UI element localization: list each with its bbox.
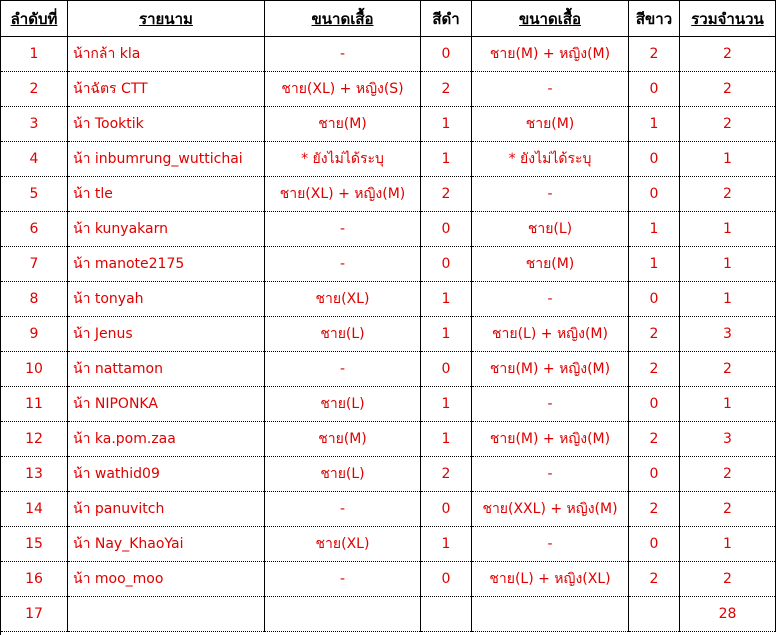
table-row (1, 142, 776, 177)
cell-white-count[interactable]: 2 (629, 422, 680, 457)
cell-black-count[interactable]: 0 (421, 247, 472, 282)
cell-total[interactable]: 2 (680, 37, 776, 72)
cell-total[interactable]: 2 (680, 492, 776, 527)
cell-total[interactable]: 1 (680, 282, 776, 317)
cell-white-count[interactable]: 2 (629, 317, 680, 352)
cell-size-white[interactable]: - (472, 177, 629, 212)
cell-size-white[interactable]: ชาย(L) (472, 212, 629, 247)
cell-size-white[interactable] (472, 597, 629, 632)
cell-black-count[interactable]: 0 (421, 352, 472, 387)
cell-black-count[interactable]: 2 (421, 72, 472, 107)
cell-size-black[interactable] (265, 597, 421, 632)
cell-name[interactable]: น้า ka.pom.zaa (68, 422, 265, 457)
cell-index[interactable]: 13 (1, 457, 68, 492)
cell-size-white[interactable]: ชาย(M) + หญิง(M) (472, 422, 629, 457)
cell-name[interactable]: น้า NIPONKA (68, 387, 265, 422)
cell-size-black[interactable]: ชาย(L) (265, 317, 421, 352)
cell-size-white[interactable]: * ยังไม่ได้ระบุ (472, 142, 629, 177)
cell-name[interactable]: น้า tonyah (68, 282, 265, 317)
cell-size-white[interactable]: - (472, 527, 629, 562)
cell-white-count[interactable]: 1 (629, 107, 680, 142)
cell-name[interactable]: น้าฉัตร CTT (68, 72, 265, 107)
cell-black-count[interactable]: 1 (421, 142, 472, 177)
table-row (1, 72, 776, 107)
cell-size-black[interactable]: - (265, 562, 421, 597)
cell-index[interactable]: 12 (1, 422, 68, 457)
header-size-black[interactable] (265, 1, 421, 37)
grand-total-cell[interactable]: 28 (680, 597, 776, 632)
header-index[interactable] (1, 1, 68, 37)
table-row (1, 387, 776, 422)
table-row (1, 177, 776, 212)
header-black-label: สีดำ (432, 9, 460, 28)
cell-total[interactable]: 2 (680, 352, 776, 387)
header-total[interactable] (680, 1, 776, 37)
cell-index[interactable]: 8 (1, 282, 68, 317)
cell-black-count[interactable]: 0 (421, 212, 472, 247)
cell-name[interactable]: น้ากล้า kla (68, 37, 265, 72)
cell-size-black[interactable]: - (265, 212, 421, 247)
table-row (1, 317, 776, 352)
header-size-white[interactable] (472, 1, 629, 37)
cell-size-white[interactable]: - (472, 282, 629, 317)
header-name-label: รายนาม (139, 9, 193, 28)
cell-index[interactable]: 10 (1, 352, 68, 387)
cell-white-count[interactable]: 0 (629, 457, 680, 492)
cell-size-black[interactable]: ชาย(XL) (265, 527, 421, 562)
cell-size-white[interactable]: - (472, 457, 629, 492)
cell-black-count[interactable]: 1 (421, 527, 472, 562)
header-white[interactable] (629, 1, 680, 37)
cell-size-black[interactable]: ชาย(XL) (265, 282, 421, 317)
cell-white-count[interactable]: 0 (629, 527, 680, 562)
cell-index[interactable]: 17 (1, 597, 68, 632)
table-row (1, 492, 776, 527)
cell-white-count[interactable]: 1 (629, 247, 680, 282)
cell-name[interactable]: น้า panuvitch (68, 492, 265, 527)
cell-size-black[interactable]: ชาย(XL) + หญิง(M) (265, 177, 421, 212)
cell-total[interactable]: 2 (680, 107, 776, 142)
cell-index[interactable]: 11 (1, 387, 68, 422)
cell-total[interactable]: 1 (680, 142, 776, 177)
cell-size-white[interactable]: ชาย(M) (472, 107, 629, 142)
cell-size-black[interactable]: ชาย(XL) + หญิง(S) (265, 72, 421, 107)
cell-index[interactable]: 9 (1, 317, 68, 352)
cell-total[interactable]: 1 (680, 387, 776, 422)
cell-black-count[interactable]: 1 (421, 422, 472, 457)
table-row (1, 107, 776, 142)
cell-size-black[interactable]: - (265, 492, 421, 527)
header-name[interactable] (68, 1, 265, 37)
cell-white-count[interactable]: 0 (629, 282, 680, 317)
cell-black-count[interactable]: 0 (421, 492, 472, 527)
cell-size-black[interactable]: - (265, 37, 421, 72)
table-row (1, 352, 776, 387)
cell-size-white[interactable]: ชาย(L) + หญิง(M) (472, 317, 629, 352)
cell-total[interactable]: 1 (680, 212, 776, 247)
cell-white-count[interactable]: 0 (629, 387, 680, 422)
cell-total[interactable]: 2 (680, 72, 776, 107)
cell-black-count[interactable]: 1 (421, 282, 472, 317)
header-total-label: รวมจำนวน (691, 9, 764, 28)
cell-size-white[interactable]: ชาย(L) + หญิง(XL) (472, 562, 629, 597)
cell-total[interactable]: 2 (680, 457, 776, 492)
cell-black-count[interactable]: 1 (421, 317, 472, 352)
table-row (1, 527, 776, 562)
table-row (1, 37, 776, 72)
cell-name[interactable]: น้า Tooktik (68, 107, 265, 142)
table-row (1, 422, 776, 457)
cell-white-count[interactable]: 2 (629, 492, 680, 527)
cell-total[interactable]: 1 (680, 247, 776, 282)
cell-name[interactable]: น้า manote2175 (68, 247, 265, 282)
cell-index[interactable]: 16 (1, 562, 68, 597)
cell-name[interactable]: น้า inbumrung_wuttichai (68, 142, 265, 177)
cell-total[interactable]: 2 (680, 177, 776, 212)
cell-size-black[interactable]: - (265, 352, 421, 387)
header-row (1, 1, 776, 37)
cell-white-count[interactable]: 0 (629, 142, 680, 177)
cell-size-black[interactable]: ชาย(M) (265, 107, 421, 142)
table-row (1, 457, 776, 492)
cell-white-count[interactable]: 2 (629, 562, 680, 597)
cell-name[interactable] (68, 597, 265, 632)
cell-index[interactable]: 4 (1, 142, 68, 177)
cell-name[interactable]: น้า Jenus (68, 317, 265, 352)
cell-name[interactable]: น้า wathid09 (68, 457, 265, 492)
cell-total[interactable]: 3 (680, 422, 776, 457)
cell-white-count[interactable] (629, 597, 680, 632)
cell-black-count[interactable]: 1 (421, 387, 472, 422)
cell-size-black[interactable]: ชาย(L) (265, 457, 421, 492)
table-row (1, 212, 776, 247)
cell-name[interactable]: น้า nattamon (68, 352, 265, 387)
cell-name[interactable]: น้า Nay_KhaoYai (68, 527, 265, 562)
next-row-edge (0, 631, 775, 635)
cell-index[interactable]: 6 (1, 212, 68, 247)
table-row (1, 562, 776, 597)
cell-size-black[interactable]: ชาย(M) (265, 422, 421, 457)
cell-total[interactable]: 1 (680, 527, 776, 562)
cell-black-count[interactable]: 1 (421, 107, 472, 142)
cell-size-white[interactable]: ชาย(M) (472, 247, 629, 282)
header-white-label: สีขาว (635, 9, 673, 28)
cell-index[interactable]: 2 (1, 72, 68, 107)
cell-black-count[interactable]: 0 (421, 562, 472, 597)
cell-white-count[interactable]: 0 (629, 177, 680, 212)
header-size-white-label: ขนาดเสื้อ (519, 9, 581, 28)
cell-white-count[interactable]: 0 (629, 72, 680, 107)
cell-name[interactable]: น้า tle (68, 177, 265, 212)
cell-white-count[interactable]: 1 (629, 212, 680, 247)
cell-size-white[interactable]: - (472, 387, 629, 422)
cell-size-white[interactable]: ชาย(XXL) + หญิง(M) (472, 492, 629, 527)
cell-size-white[interactable]: - (472, 72, 629, 107)
cell-total[interactable]: 2 (680, 562, 776, 597)
cell-size-black[interactable]: - (265, 247, 421, 282)
cell-black-count[interactable] (421, 597, 472, 632)
header-size-black-label: ขนาดเสื้อ (311, 9, 374, 28)
cell-size-black[interactable]: * ยังไม่ได้ระบุ (265, 142, 421, 177)
header-black[interactable] (421, 1, 472, 37)
summary-row (1, 597, 776, 632)
cell-black-count[interactable]: 2 (421, 177, 472, 212)
cell-index[interactable]: 1 (1, 37, 68, 72)
cell-name[interactable]: น้า moo_moo (68, 562, 265, 597)
cell-white-count[interactable]: 2 (629, 352, 680, 387)
cell-black-count[interactable]: 0 (421, 37, 472, 72)
cell-index[interactable]: 5 (1, 177, 68, 212)
cell-name[interactable]: น้า kunyakarn (68, 212, 265, 247)
cell-total[interactable]: 3 (680, 317, 776, 352)
table-row (1, 247, 776, 282)
cell-size-white[interactable]: ชาย(M) + หญิง(M) (472, 352, 629, 387)
cell-size-black[interactable]: ชาย(L) (265, 387, 421, 422)
cell-index[interactable]: 7 (1, 247, 68, 282)
cell-size-white[interactable]: ชาย(M) + หญิง(M) (472, 37, 629, 72)
cell-index[interactable]: 15 (1, 527, 68, 562)
cell-white-count[interactable]: 2 (629, 37, 680, 72)
cell-index[interactable]: 14 (1, 492, 68, 527)
cell-black-count[interactable]: 2 (421, 457, 472, 492)
header-index-label: ลำดับที่ (10, 9, 58, 28)
cell-index[interactable]: 3 (1, 107, 68, 142)
table-row (1, 282, 776, 317)
